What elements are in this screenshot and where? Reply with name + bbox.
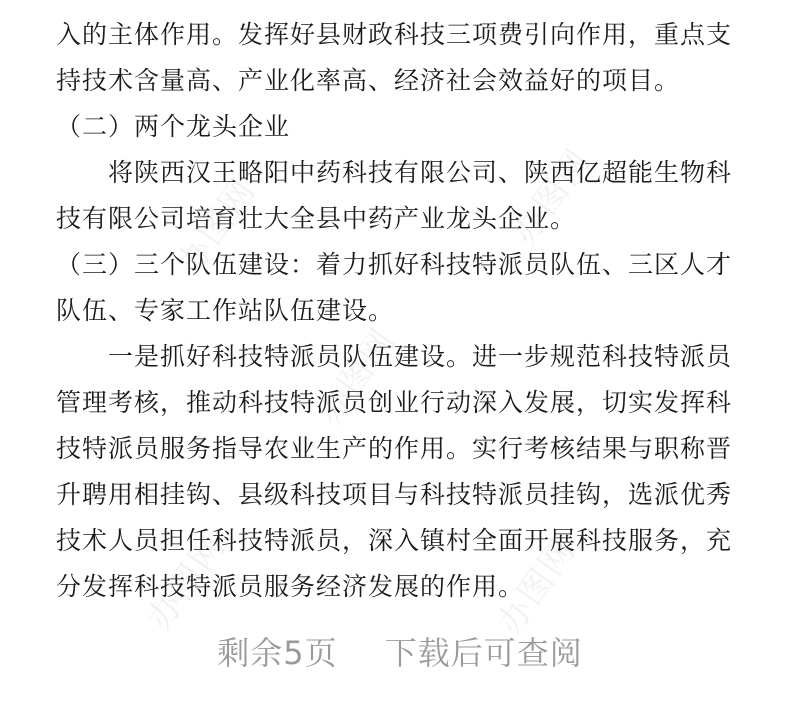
text-line: 技有限公司培育壮大全县中药产业龙头企业。 (56, 204, 577, 233)
text-line: 入的主体作用。发挥好县财政科技三项费引向作用，重点支 (56, 20, 733, 49)
text-line: 持技术含量高、产业化率高、经济社会效益好的项目。 (56, 66, 681, 95)
text-line: 技术人员担任科技特派员，深入镇村全面开展科技服务，充 (56, 526, 733, 555)
read-more-banner[interactable] (0, 628, 800, 674)
watermark: 办图网 (169, 170, 265, 283)
paragraph-first-line: 一是抓好科技特派员队伍建设。进一步规范科技特派员 (108, 342, 733, 371)
remaining-pages-label[interactable]: 剩余5页 (217, 634, 338, 672)
watermark: 办图网 (504, 140, 600, 253)
watermark: 办图网 (489, 530, 585, 643)
text-line: 管理考核，推动科技特派员创业行动深入发展，切实发挥科 (56, 388, 733, 417)
watermark: 办图网 (309, 320, 405, 433)
paragraph-first-line: 将陕西汉王略阳中药科技有限公司、陕西亿超能生物科 (108, 158, 733, 187)
watermark: 办图网 (139, 525, 235, 638)
text-line: 分发挥科技特派员服务经济发展的作用。 (56, 572, 525, 601)
text-line: 队伍、专家工作站队伍建设。 (56, 296, 395, 325)
text-line: 技特派员服务指导农业生产的作用。实行考核结果与职称晋 (56, 434, 733, 463)
section-heading: （三）三个队伍建设：着力抓好科技特派员队伍、三区人才 (56, 250, 733, 279)
section-heading: （二）两个龙头企业 (56, 112, 291, 141)
text-line: 升聘用相挂钩、县级科技项目与科技特派员挂钩，选派优秀 (56, 480, 733, 509)
download-to-view-label[interactable]: 下载后可查阅 (384, 634, 583, 672)
